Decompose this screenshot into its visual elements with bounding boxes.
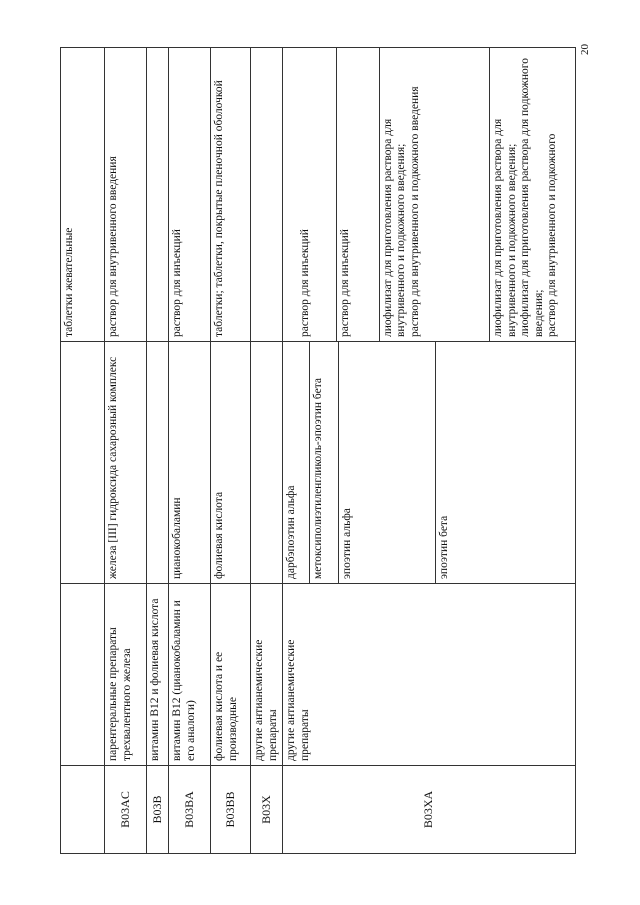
dosage-form-cell: раствор для инъекций: [169, 48, 211, 342]
table-row: [169, 48, 211, 854]
group-cell: витамин B12 и фолиевая кислота: [147, 584, 169, 766]
table-frame: [60, 48, 567, 854]
drug-name-cell: [251, 342, 283, 584]
dosage-form-cell: таблетки жевательные: [61, 48, 105, 342]
drug-name-cell: цианокобаламин: [169, 342, 211, 584]
dosage-form: лиофилизат для приготовления раствора для внутривенного и подкожного введения; лиофилизат для приготовления раствора для подкожного введения; раствор для внутривенного и подкожного: [489, 48, 562, 341]
table-row: [61, 48, 105, 854]
dosage-form-cell: таблетки; таблетки, покрытые пленочной оболочкой: [211, 48, 251, 342]
dosage-form: раствор для инъекций: [298, 229, 311, 337]
table-row: [251, 48, 283, 854]
dosage-form-cell: раствор для внутривенного введения: [105, 48, 147, 342]
table-row: [147, 48, 169, 854]
drug-name-cell: [147, 342, 169, 584]
group-cell: [61, 584, 105, 766]
group-cell: парентеральные препараты трехвалентного железа: [105, 584, 147, 766]
dosage-form: раствор для инъекций: [336, 48, 365, 341]
drug-name: метоксиполиэтиленгликоль-эпоэтин бета: [309, 342, 338, 583]
atc-code-cell: B03B: [147, 766, 169, 854]
drug-name: эпоэтин альфа: [338, 342, 435, 583]
table-row: [283, 48, 576, 854]
table-row: [105, 48, 147, 854]
group-cell: витамин B12 (цианокобаламин и его аналоги): [169, 584, 211, 766]
group-cell: другие антианемические препараты: [251, 584, 283, 766]
drug-name-cell: [61, 342, 105, 584]
drug-name: эпоэтин бета: [435, 342, 454, 583]
atc-code-cell: B03BB: [211, 766, 251, 854]
group-cell: другие антианемические препараты: [283, 584, 576, 766]
atc-code-cell: B03BA: [169, 766, 211, 854]
atc-code-cell: B03XA: [283, 766, 576, 854]
drug-name-cell: [283, 342, 576, 584]
table-row: [211, 48, 251, 854]
dosage-form-cell: [147, 48, 169, 342]
group-cell: фолиевая кислота и ее производные: [211, 584, 251, 766]
drug-name-cell: железа [III] гидроксида сахарозный комплекс: [105, 342, 147, 584]
page-number: 20: [579, 44, 591, 56]
dosage-form: лиофилизат для приготовления раствора для внутривенного и подкожного введения; раствор для внутривенного и подкожного введения: [379, 48, 476, 341]
atc-code-cell: B03AC: [105, 766, 147, 854]
atc-code-cell: [61, 766, 105, 854]
drug-name-cell: фолиевая кислота: [211, 342, 251, 584]
drug-table: [60, 47, 576, 854]
atc-code-cell: B03X: [251, 766, 283, 854]
dosage-form-cell: [283, 48, 576, 342]
dosage-form-cell: [251, 48, 283, 342]
drug-name: дарбэпоэтин альфа: [285, 485, 297, 579]
